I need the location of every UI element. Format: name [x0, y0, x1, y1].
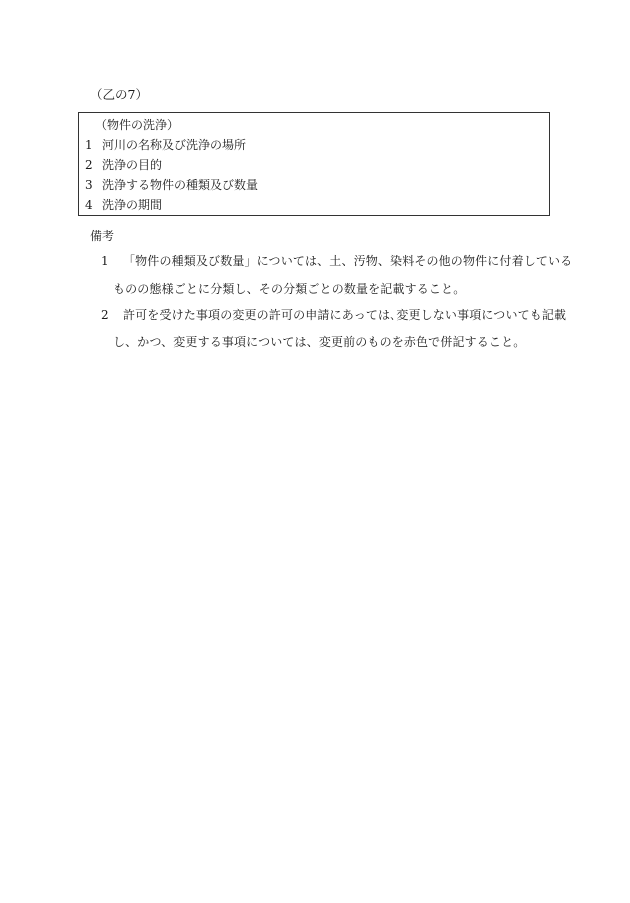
item-label: 洗浄の目的	[102, 158, 163, 172]
item-number: 4	[85, 198, 93, 212]
note-1-line-1	[101, 253, 572, 269]
item-number: 2	[85, 158, 93, 172]
item-number: 3	[85, 178, 93, 192]
item-label: 洗浄の期間	[102, 198, 163, 212]
box-heading: （物件の洗浄）	[95, 118, 180, 132]
note-1-line-2: ものの態様ごとに分類し、その分類ごとの数量を記載すること。	[113, 282, 466, 296]
box-item-type-quantity	[85, 177, 258, 193]
form-box	[78, 112, 550, 216]
box-item-period	[85, 197, 162, 213]
notes-title: 備考	[90, 229, 115, 243]
box-item-river-name	[85, 137, 246, 153]
note-2-line-2: し、かつ、変更する事項については、変更前のものを赤色で併記すること。	[113, 335, 526, 349]
form-number: （乙の7）	[90, 87, 148, 102]
note-text: 「物件の種類及び数量」については、土、汚物、染料その他の物件に付着している	[123, 254, 573, 268]
item-label: 河川の名称及び洗浄の場所	[102, 138, 247, 152]
note-number: 1	[101, 254, 109, 268]
note-2-line-1	[101, 307, 566, 323]
item-number: 1	[85, 138, 93, 152]
note-number: 2	[101, 308, 109, 322]
box-item-purpose	[85, 157, 162, 173]
note-text: 許可を受けた事項の変更の許可の申請にあっては､変更しない事項についても記載	[123, 308, 567, 322]
item-label: 洗浄する物件の種類及び数量	[102, 178, 259, 192]
